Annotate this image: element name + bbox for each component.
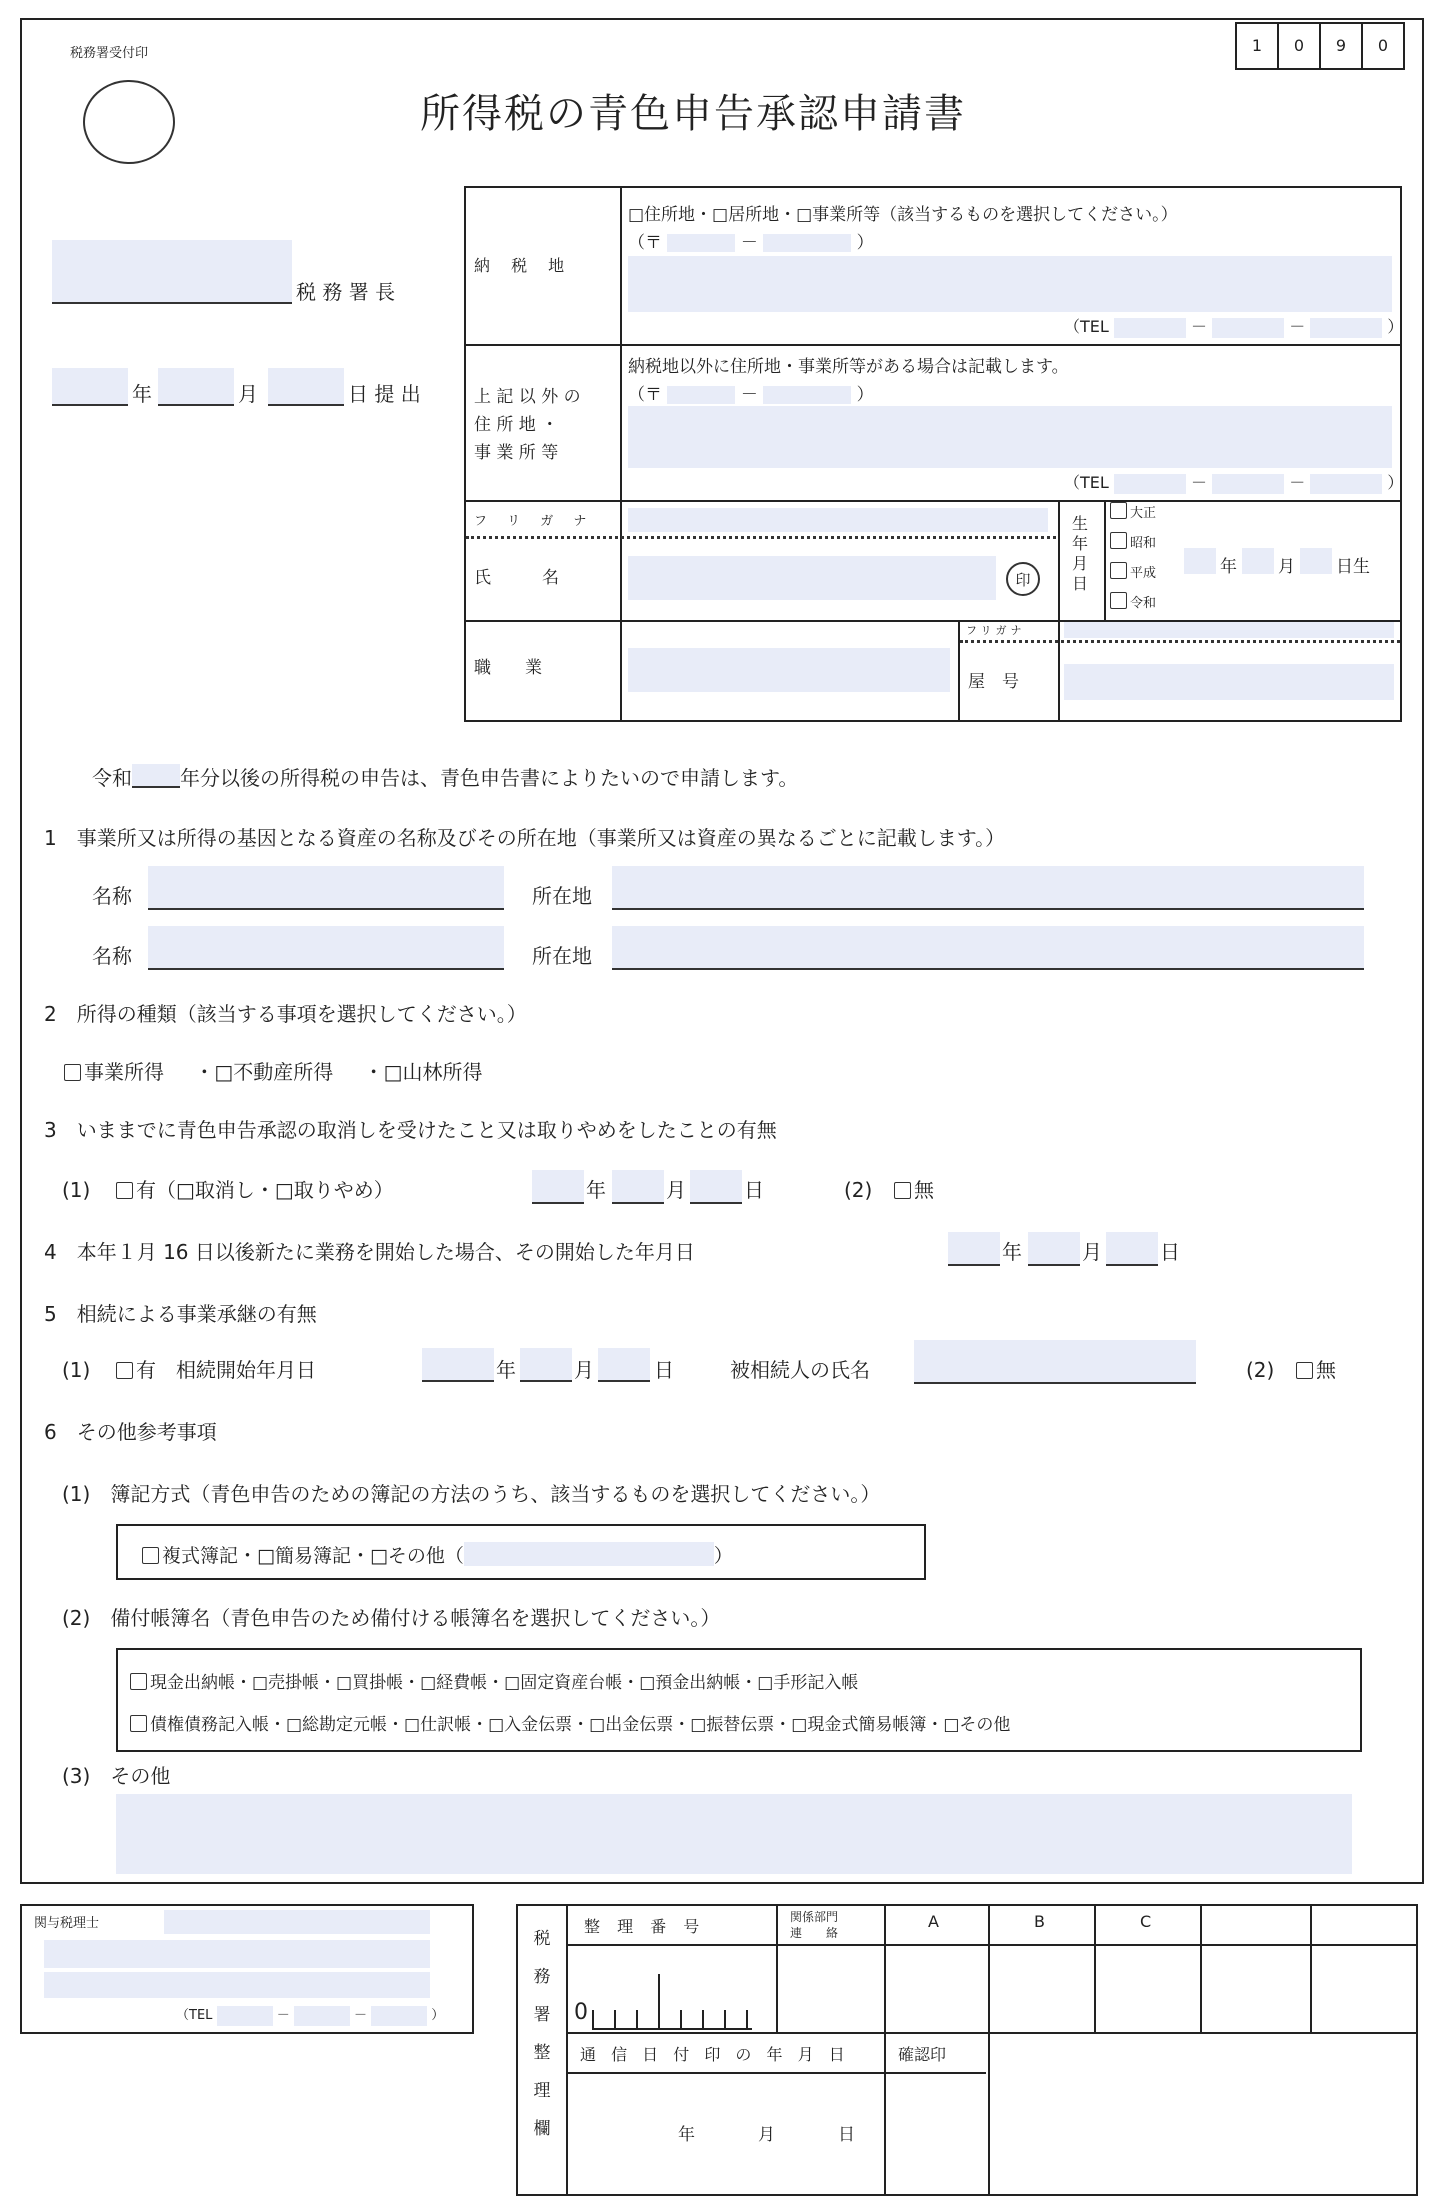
s4-day-input[interactable]	[1106, 1232, 1158, 1266]
trade-furigana-label: フリガナ	[966, 624, 1026, 637]
col-c-label: C	[1140, 1912, 1152, 1931]
bookkeeping-checkbox[interactable]	[142, 1547, 159, 1564]
birth-label: 生年月日	[1072, 514, 1089, 593]
tel-2-input[interactable]	[1212, 318, 1284, 338]
office-col-char: 整	[533, 2043, 551, 2063]
name-birth-divider	[1058, 500, 1060, 620]
section-6-2-title: (2) 備付帳簿名（青色申告のため備付ける帳簿名を選択してください。）	[62, 1606, 721, 1630]
serial-tick	[614, 2010, 616, 2030]
s5-deceased-name-input[interactable]	[914, 1340, 1196, 1384]
serial-tick	[658, 1974, 660, 2030]
birth-month-label: 月	[1278, 557, 1295, 577]
form-number	[1235, 22, 1405, 68]
s5-day-input[interactable]	[598, 1348, 650, 1382]
section-3-yes	[116, 1180, 394, 1200]
trade-label-divider	[1058, 620, 1060, 722]
tax-office-suffix: 税 務 署 長	[296, 280, 396, 304]
tax-accountant-name-input[interactable]	[164, 1910, 430, 1934]
tel-close: ）	[1387, 317, 1404, 336]
s3-yes-label: 有（□取消し・□取りやめ）	[136, 1178, 394, 1202]
row-divider	[464, 344, 1402, 346]
section-5-yes	[116, 1360, 316, 1380]
business-location-2-input[interactable]	[612, 926, 1364, 970]
postal-prefix: （〒	[628, 385, 662, 405]
date-day-label: 日	[838, 2125, 855, 2145]
postal-prefix: （〒	[628, 233, 662, 253]
income-type-label[interactable]: ・□不動産所得	[194, 1060, 334, 1084]
other-address-label-3: 事 業 所 等	[474, 443, 559, 463]
postal-dash: －	[740, 385, 758, 405]
office-date-divider	[566, 2072, 986, 2074]
era-checkbox[interactable]	[1110, 562, 1127, 579]
name-input[interactable]	[628, 556, 996, 600]
occupation-label: 職 業	[474, 658, 542, 678]
section-3-item2: (2)	[844, 1178, 873, 1202]
occupation-input[interactable]	[628, 648, 950, 692]
bookkeeping-options-label: 複式簿記・□簡易簿記・□その他（	[162, 1545, 464, 1567]
income-type-label[interactable]: ・□山林所得	[363, 1060, 483, 1084]
section-5-item2: (2)	[1246, 1358, 1275, 1382]
serial-baseline	[592, 2028, 752, 2030]
location-label: 所在地	[532, 944, 592, 968]
tax-place-options: □住所地・□居所地・□事業所等（該当するものを選択してください。）	[628, 205, 1178, 225]
name-label: 名称	[92, 944, 132, 968]
other-tel-1-input[interactable]	[1114, 474, 1186, 494]
tel-1-input[interactable]	[1114, 318, 1186, 338]
other-address-label-1: 上 記 以 外 の	[474, 387, 581, 407]
birth-year-input[interactable]	[1184, 548, 1216, 574]
serial-ticks	[592, 1964, 772, 2030]
serial-tick	[592, 2010, 594, 2030]
filing-month-label: 月	[238, 382, 258, 406]
col-a-label: A	[928, 1912, 939, 1931]
trade-name-label: 屋 号	[968, 672, 1019, 692]
tel-dash: －	[1289, 317, 1306, 336]
s5-yes-label: 有 相続開始年月日	[136, 1358, 316, 1382]
other-address-tel	[1064, 470, 1403, 494]
section-5-title: 5 相続による事業承継の有無	[44, 1302, 317, 1326]
ta-tel-1-input[interactable]	[217, 2006, 273, 2026]
office-col-char: 署	[533, 2005, 551, 2025]
other-tel-2-input[interactable]	[1212, 474, 1284, 494]
income-types	[64, 1062, 483, 1082]
intro-prefix: 令和	[92, 766, 132, 790]
serial-tick	[746, 2010, 748, 2030]
col-b-label: B	[1034, 1912, 1045, 1931]
bookkeeping-close: ）	[713, 1545, 733, 1567]
office-col-char: 務	[533, 1967, 551, 1987]
ledger-checkbox[interactable]	[130, 1715, 147, 1732]
s3-day-input[interactable]	[690, 1170, 742, 1204]
other-address-input[interactable]	[628, 406, 1392, 468]
other-address-postal	[628, 380, 874, 405]
postal-code-1-input[interactable]	[667, 234, 735, 252]
serial-tick	[636, 2010, 638, 2030]
reception-stamp-circle	[83, 80, 175, 164]
postal-code-2-input[interactable]	[763, 234, 851, 252]
s4-year-label: 年	[1002, 1240, 1022, 1264]
office-col-divider	[566, 1904, 568, 2196]
filing-year-label: 年	[132, 382, 152, 406]
era-checkbox[interactable]	[1110, 502, 1127, 519]
s5-year-input[interactable]	[422, 1348, 494, 1382]
filing-year-underline	[52, 404, 128, 406]
birth-day-label: 日生	[1336, 557, 1370, 577]
name-label: 名称	[92, 884, 132, 908]
tel-3-input[interactable]	[1310, 318, 1382, 338]
s3-yes-checkbox[interactable]	[116, 1182, 133, 1199]
birth-month-input[interactable]	[1242, 548, 1274, 574]
trade-name-input[interactable]	[1064, 664, 1394, 700]
birth-year-label: 年	[1220, 557, 1237, 577]
tax-place-postal	[628, 228, 874, 253]
tel-dash: －	[276, 2008, 290, 2023]
tax-office-input[interactable]	[52, 240, 292, 302]
name-label: 氏 名	[474, 568, 559, 588]
intro-sentence	[92, 764, 798, 788]
furigana-label: フ リ ガ ナ	[474, 514, 595, 529]
office-header-divider	[566, 1944, 1418, 1946]
tax-accountant-address-1-input[interactable]	[44, 1940, 430, 1968]
tax-accountant-tel	[176, 2004, 444, 2026]
s3-month-label: 月	[666, 1178, 686, 1202]
tel-label: （TEL	[1064, 473, 1109, 492]
era-checkbox[interactable]	[1110, 532, 1127, 549]
office-col-divider	[988, 1904, 990, 2196]
section-1-title: 1 事業所又は所得の基因となる資産の名称及びその所在地（事業所又は資産の異なるごとに記載します。）	[44, 826, 1006, 850]
bookkeeping-other-input[interactable]	[464, 1542, 714, 1566]
filing-year-input[interactable]	[52, 368, 128, 404]
filing-month-underline	[158, 404, 234, 406]
bookkeeping-options	[142, 1542, 733, 1566]
tax-place-tel	[1064, 314, 1403, 338]
ledger-row-1-label: 現金出納帳・□売掛帳・□買掛帳・□経費帳・□固定資産台帳・□預金出納帳・□手形記入帳	[150, 1673, 859, 1693]
form-number-digit: 0	[1363, 22, 1405, 70]
dept-label-1: 関係部門	[790, 1910, 839, 1924]
date-year-label: 年	[678, 2125, 695, 2145]
tax-accountant-address-2-input[interactable]	[44, 1972, 430, 1998]
ledger-row-2	[130, 1710, 1010, 1735]
serial-tick	[724, 2010, 726, 2030]
tel-label: （TEL	[1064, 317, 1109, 336]
postal-close: ）	[856, 385, 874, 405]
era-label: 令和	[1130, 596, 1157, 611]
form-number-digit: 1	[1235, 22, 1279, 70]
trade-furigana-dotted-line	[960, 640, 1400, 643]
tax-place-label: 納 税 地	[474, 256, 573, 275]
postal-dash: －	[740, 233, 758, 253]
other-notes-input[interactable]	[116, 1794, 1352, 1874]
section-3-item1: (1)	[62, 1178, 91, 1202]
section-6-title: 6 その他参考事項	[44, 1420, 217, 1444]
s3-month-input[interactable]	[612, 1170, 664, 1204]
trade-furigana-input[interactable]	[1064, 622, 1394, 638]
serial-tick	[702, 2010, 704, 2030]
ledger-row-2-label: 債権債務記入帳・□総勘定元帳・□仕訳帳・□入金伝票・□出金伝票・□振替伝票・□現金式簡易帳簿・□その他	[150, 1715, 1011, 1735]
ledger-checkbox[interactable]	[130, 1673, 147, 1690]
s4-day-label: 日	[1160, 1240, 1180, 1264]
income-type-label: 事業所得	[84, 1060, 164, 1084]
confirm-label: 確認印	[898, 2045, 947, 2064]
filing-month-input[interactable]	[158, 368, 234, 404]
section-5-item1: (1)	[62, 1358, 91, 1382]
intro-year-input[interactable]	[132, 764, 180, 788]
tax-office-underline	[52, 302, 292, 304]
birth-label-divider	[1104, 500, 1106, 620]
serial-tick	[680, 2010, 682, 2030]
s5-no-label: 無	[1316, 1358, 1336, 1382]
s3-no-checkbox[interactable]	[894, 1182, 911, 1199]
s5-day-label: 日	[654, 1358, 674, 1382]
s3-year-label: 年	[586, 1178, 606, 1202]
filing-day-underline	[268, 404, 344, 406]
occupation-divider	[958, 620, 960, 722]
s5-no-checkbox[interactable]	[1296, 1362, 1313, 1379]
form-number-digit: 9	[1321, 22, 1363, 70]
era-option	[1110, 502, 1156, 521]
other-address-label-2: 住 所 地 ・	[474, 415, 559, 435]
section-3-no	[894, 1180, 934, 1200]
s5-yes-checkbox[interactable]	[116, 1362, 133, 1379]
seal-mark-text: 印	[1015, 570, 1031, 589]
tel-dash: －	[1191, 473, 1208, 492]
section-6-1-title: (1) 簿記方式（青色申告のための簿記の方法のうち、該当するものを選択してください。）	[62, 1482, 881, 1506]
s4-year-input[interactable]	[948, 1232, 1000, 1266]
tel-close: ）	[1387, 473, 1404, 492]
stamp-label: 税務署受付印	[70, 46, 149, 61]
birth-day-input[interactable]	[1300, 548, 1332, 574]
tel-dash: －	[1289, 473, 1306, 492]
era-label: 大正	[1130, 506, 1157, 521]
filing-day-input[interactable]	[268, 368, 344, 404]
office-col-char: 理	[533, 2081, 551, 2101]
postal-close: ）	[856, 233, 874, 253]
ledger-row-1	[130, 1668, 858, 1693]
s5-month-input[interactable]	[520, 1348, 572, 1382]
tel-dash: －	[1191, 317, 1208, 336]
furigana-input[interactable]	[628, 508, 1048, 532]
intro-suffix: 年分以後の所得税の申告は、青色申告書によりたいので申請します。	[180, 766, 799, 790]
form-number-digit: 0	[1279, 22, 1321, 70]
stamp-date-label: 通 信 日 付 印 の 年 月 日	[580, 2045, 850, 2064]
business-location-1-input[interactable]	[612, 866, 1364, 910]
business-name-2-input[interactable]	[148, 926, 504, 970]
tax-accountant-label: 関与税理士	[34, 1916, 100, 1931]
s3-day-label: 日	[744, 1178, 764, 1202]
dept-label-2: 連 絡	[790, 1926, 839, 1940]
s5-deceased-label: 被相続人の氏名	[730, 1358, 870, 1382]
business-name-1-input[interactable]	[148, 866, 504, 910]
office-col-char: 欄	[533, 2119, 551, 2139]
section-3-title: 3 いままでに青色申告承認の取消しを受けたこと又は取りやめをしたことの有無	[44, 1118, 777, 1142]
era-option	[1110, 592, 1156, 611]
seal-mark	[1006, 562, 1040, 596]
other-postal-2-input[interactable]	[763, 386, 851, 404]
income-type-checkbox[interactable]	[64, 1064, 81, 1081]
ta-tel-2-input[interactable]	[294, 2006, 350, 2026]
office-mid-divider	[566, 2032, 1418, 2034]
office-col-divider	[776, 1904, 778, 2032]
ledger-box	[116, 1648, 1362, 1752]
other-postal-1-input[interactable]	[667, 386, 735, 404]
applicant-table-divider	[620, 186, 622, 722]
s3-year-input[interactable]	[532, 1170, 584, 1204]
era-checkbox[interactable]	[1110, 592, 1127, 609]
era-option	[1110, 532, 1156, 551]
office-col-divider	[884, 1904, 886, 2196]
tel-label: （TEL	[176, 2008, 213, 2023]
furigana-dotted-line	[466, 536, 1056, 539]
form-title: 所得税の青色申告承認申請書	[420, 91, 966, 137]
office-col-char: 税	[533, 1929, 551, 1949]
other-address-note: 納税地以外に住所地・事業所等がある場合は記載します。	[628, 357, 1069, 377]
filing-day-label: 日 提 出	[348, 382, 421, 406]
era-label: 平成	[1130, 566, 1157, 581]
era-option	[1110, 562, 1156, 581]
s4-month-label: 月	[1082, 1240, 1102, 1264]
serial-label: 整 理 番 号	[584, 1917, 706, 1936]
tax-place-address-input[interactable]	[628, 256, 1392, 312]
office-col-label	[530, 1920, 554, 2148]
office-col-divider	[1094, 1904, 1096, 2032]
section-4-title: 4 本年１月 16 日以後新たに業務を開始した場合、その開始した年月日	[44, 1240, 695, 1264]
office-col-divider	[1200, 1904, 1202, 2032]
era-label: 昭和	[1130, 536, 1157, 551]
date-month-label: 月	[758, 2125, 775, 2145]
section-5-no	[1296, 1360, 1336, 1380]
office-col-divider	[1310, 1904, 1312, 2032]
section-6-3-title: (3) その他	[62, 1764, 171, 1788]
s3-no-label: 無	[914, 1178, 934, 1202]
serial-prefix: 0	[574, 2000, 588, 2025]
s5-month-label: 月	[574, 1358, 594, 1382]
location-label: 所在地	[532, 884, 592, 908]
ta-tel-3-input[interactable]	[371, 2006, 427, 2026]
tel-dash: －	[353, 2008, 367, 2023]
tel-close: ）	[431, 2008, 445, 2023]
s4-month-input[interactable]	[1028, 1232, 1080, 1266]
section-2-title: 2 所得の種類（該当する事項を選択してください。）	[44, 1002, 527, 1026]
s5-year-label: 年	[496, 1358, 516, 1382]
row-divider	[464, 500, 1402, 502]
other-tel-3-input[interactable]	[1310, 474, 1382, 494]
